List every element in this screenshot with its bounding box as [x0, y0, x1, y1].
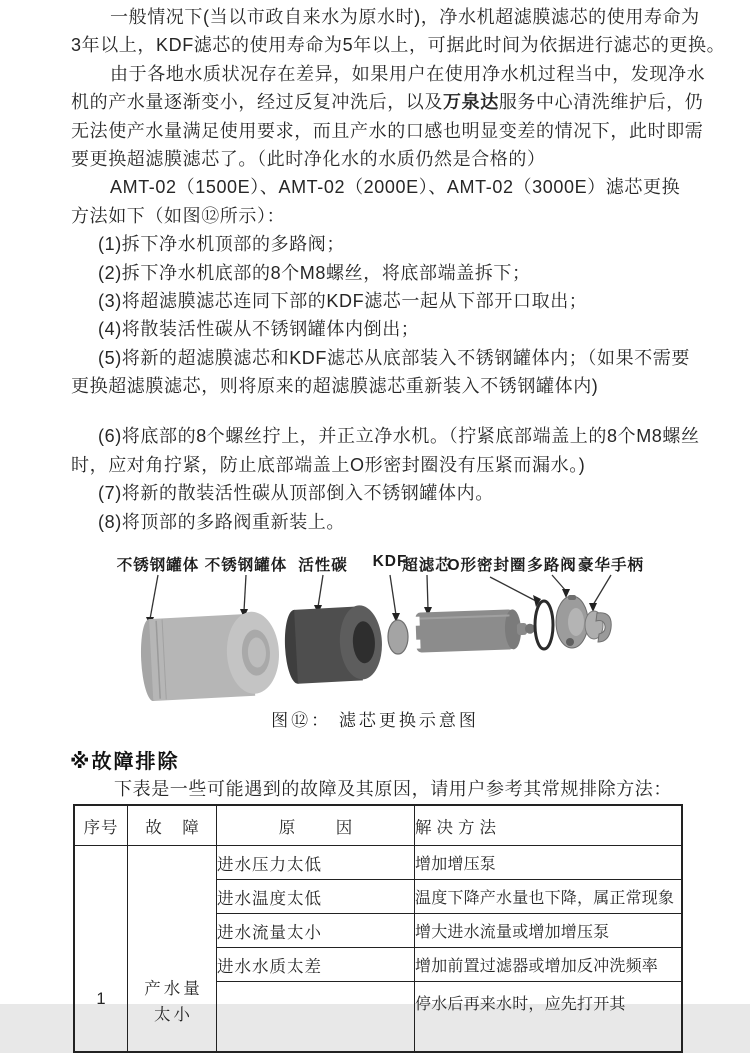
kdf-disc-shape	[388, 620, 408, 654]
fault-index-cell	[74, 846, 128, 1053]
text-segment: (4)将散装活性碳从不锈钢罐体内倒出；	[98, 319, 420, 340]
diagram-label: O形密封圈	[447, 557, 527, 574]
diagram-label: KDF	[372, 553, 408, 570]
text-line	[71, 173, 721, 201]
text-block	[71, 3, 726, 536]
text-line	[71, 230, 721, 258]
text-segment: (6)将底部的8个螺丝拧上，并正立净水机。（拧紧底部端盖上的8个M8螺丝	[98, 426, 700, 447]
text-segment: 服务中心清洗维护后，仍	[498, 92, 704, 113]
text-line	[71, 372, 721, 400]
text-line	[71, 259, 721, 287]
diagram-label: 超滤芯	[402, 557, 452, 574]
text-line	[71, 287, 721, 315]
troubleshooting-heading: ※故障排除	[70, 751, 180, 773]
deluxe-handle-shape	[585, 611, 611, 642]
fault-index: 1	[96, 990, 106, 1008]
fault-name-cell	[128, 846, 217, 1053]
multiway-valve-shape	[556, 595, 588, 648]
text-segment: 一般情况下(当以市政自来水为原水时)，净水机超滤膜滤芯的使用寿命为	[110, 7, 700, 27]
leader-lines	[150, 575, 611, 619]
text-segment: (8)将顶部的多路阀重新装上。	[98, 511, 345, 532]
text-segment: AMT-02（1500E）、AMT-02（2000E）、AMT-02（3000E）滤芯更换	[110, 177, 681, 198]
text-line	[71, 202, 721, 230]
text-line	[71, 117, 721, 145]
diagram-label: 多路阀	[527, 557, 577, 574]
text-segment: 机的产水量逐渐变小，经过反复冲洗后，以及	[71, 92, 443, 113]
text-segment: 时，应对角拧紧，防止底部端盖上O形密封圈没有压紧而漏水。)	[71, 454, 586, 475]
fault-name: 产水量 太小	[144, 980, 203, 1024]
text-segment: 无法使产水量满足使用要求，而且产水的口感也明显变差的情况下，此时即需	[71, 120, 704, 141]
o-ring-shape	[535, 601, 553, 649]
text-line	[71, 344, 721, 372]
table-row	[74, 846, 682, 880]
text-line	[71, 3, 721, 31]
text-segment: (3)将超滤膜滤芯连同下部的KDF滤芯一起从下部开口取出；	[98, 290, 588, 311]
header-solution: 解决方法	[415, 805, 683, 846]
text-segment: 方法如下（如图⑫所示）：	[71, 205, 286, 226]
table-header-row	[74, 805, 682, 846]
text-segment: 由于各地水质状况存在差异，如果用户在使用净水机过程当中，发现净水	[110, 63, 706, 84]
solution-cell: 增大进水流量或增加增压泵	[415, 914, 683, 948]
text-line	[71, 88, 721, 116]
header-index: 序号	[74, 805, 128, 846]
text-line	[71, 422, 721, 450]
troubleshooting-table	[73, 804, 683, 1053]
solution-cell: 停水后再来水时，应先打开其	[415, 982, 683, 1053]
text-line	[71, 508, 721, 536]
text-segment: 要更换超滤膜滤芯了。（此时净化水的水质仍然是合格的）	[71, 148, 546, 169]
cause-cell: 进水流量太小	[217, 914, 415, 948]
uf-cartridge-shape	[412, 609, 535, 653]
text-segment: (7)将新的散装活性碳从顶部倒入不锈钢罐体内。	[98, 483, 494, 504]
solution-cell: 增加前置过滤器或增加反冲洗频率	[415, 948, 683, 982]
figure-caption: 图⑫： 滤芯更换示意图	[271, 711, 479, 730]
brand-name: 万泉达	[443, 92, 499, 113]
text-line	[71, 479, 721, 507]
cause-cell: 进水压力太低	[217, 846, 415, 880]
text-segment: 更换超滤膜滤芯，则将原来的超滤膜滤芯重新装入不锈钢罐体内)	[71, 376, 599, 397]
text-segment: (2)拆下净水机底部的8个M8螺丝，将底部端盖拆下；	[98, 262, 531, 283]
diagram-label: 活性碳	[298, 557, 348, 574]
diagram-label: 不锈钢罐体	[116, 557, 200, 574]
text-line	[71, 315, 721, 343]
header-cause: 原 因	[217, 805, 415, 846]
cause-cell	[217, 982, 415, 1053]
text-line	[71, 145, 721, 173]
cause-cell: 进水水质太差	[217, 948, 415, 982]
solution-cell: 增加增压泵	[415, 846, 683, 880]
text-line	[71, 60, 721, 88]
text-segment: 3年以上，KDF滤芯的使用寿命为5年以上，可据此时间为依据进行滤芯的更换。	[71, 35, 726, 56]
header-fault: 故 障	[128, 805, 217, 846]
stainless-tank-shape	[139, 610, 281, 701]
diagram-label: 不锈钢罐体	[204, 557, 288, 574]
text-segment: (1)拆下净水机顶部的多路阀；	[98, 234, 345, 255]
cause-cell: 进水温度太低	[217, 880, 415, 914]
diagram-label: 豪华手柄	[577, 557, 645, 574]
text-segment: (5)将新的超滤膜滤芯和KDF滤芯从底部装入不锈钢罐体内；（如果不需要	[98, 347, 690, 368]
solution-cell: 温度下降产水量也下降，属正常现象	[415, 880, 683, 914]
filter-diagram	[0, 545, 750, 710]
text-line	[71, 31, 726, 59]
troubleshooting-intro: 下表是一些可能遇到的故障及其原因，请用户参考其常规排除方法：	[114, 779, 672, 799]
activated-carbon-shape	[283, 604, 384, 684]
text-line	[71, 451, 721, 479]
